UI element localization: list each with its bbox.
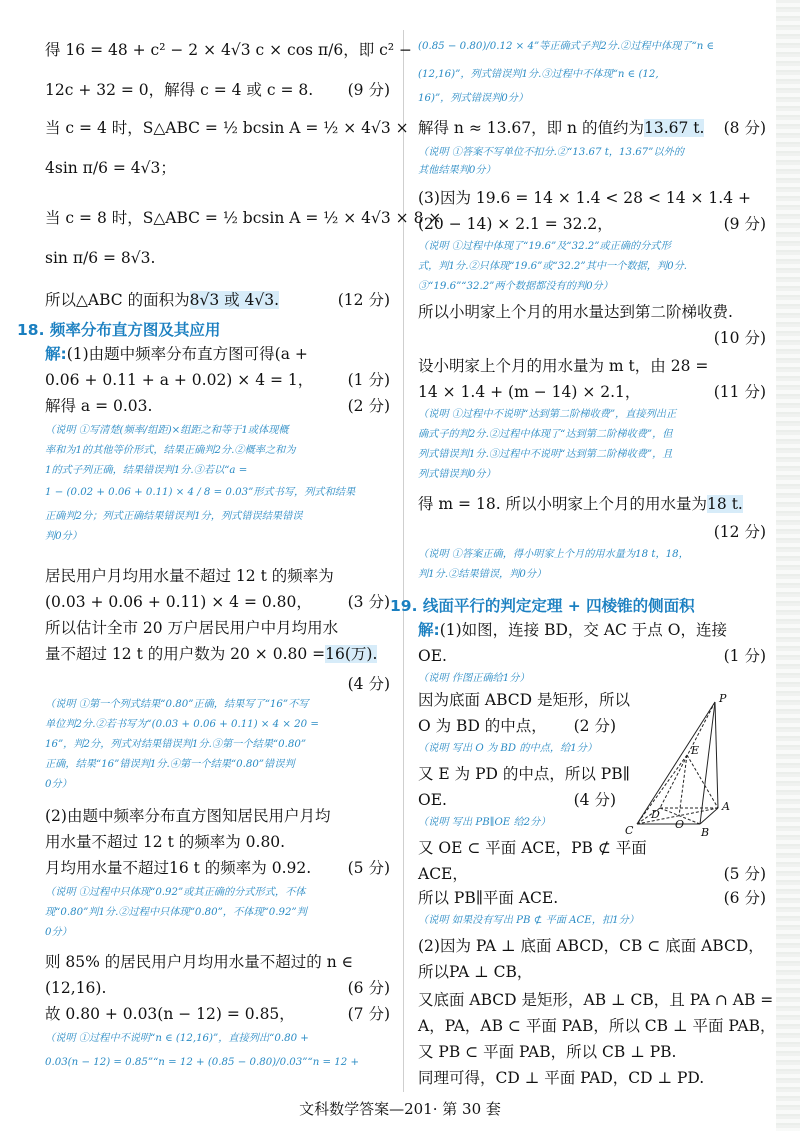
text-line: 得 16 = 48 + c² − 2 × 4√3 c × cos π/6，即 c² − bbox=[45, 41, 412, 59]
grading-note: （说明 写出 PB∥OE 给2分） bbox=[418, 817, 551, 828]
score: (7 分) bbox=[347, 1005, 390, 1023]
grading-note: （说明 ①第一个列式结果“0.80”正确，结果写了“16”不写 bbox=[45, 699, 309, 710]
text-line: 解得 a = 0.03. bbox=[45, 397, 153, 415]
text-line: 所以PA ⊥ CB， bbox=[418, 963, 533, 981]
jie-label: 解: bbox=[418, 621, 440, 639]
count-text: 量不超过 12 t 的用户数为 20 × 0.80 = bbox=[45, 645, 326, 663]
score: (1 分) bbox=[723, 647, 766, 665]
m-answer: 18 t. bbox=[707, 495, 743, 513]
text-line: 设小明家上个月的用水量为 m t，由 28 = bbox=[418, 357, 709, 375]
score: (2 分) bbox=[347, 397, 390, 415]
grading-note: （说明 ①过程中不说明“n ∈ (12,16)”，直接列出“0.80 + bbox=[45, 1033, 309, 1044]
grading-note: （说明 ①答案正确，得小明家上个月的用水量为18 t，18， bbox=[418, 549, 689, 560]
text-line: 0.06 + 0.11 + a + 0.02) × 4 = 1， bbox=[45, 371, 314, 389]
edge-pc bbox=[637, 702, 715, 824]
heading-title: 频率分布直方图及其应用 bbox=[49, 321, 221, 339]
score: (4 分) bbox=[573, 791, 616, 809]
scan-edge bbox=[776, 0, 800, 1131]
score: (12 分) bbox=[713, 523, 766, 541]
text-line: 同理可得，CD ⊥ 平面 PAD，CD ⊥ PD. bbox=[418, 1069, 705, 1087]
text-line: ACE， bbox=[418, 865, 468, 883]
label-e: E bbox=[691, 744, 700, 757]
text-line: sin π/6 = 8√3. bbox=[45, 249, 156, 267]
label-o: O bbox=[675, 818, 685, 831]
score: (6 分) bbox=[347, 979, 390, 997]
grading-note: 1的式子列正确，结果错误判1分.③若以“a = bbox=[45, 465, 248, 476]
text-line: O 为 BD 的中点， bbox=[418, 717, 547, 735]
count-answer: 16(万). bbox=[325, 645, 378, 663]
grading-note: 确式子的判2分.②过程中体现了“达到第二阶梯收费”，但 bbox=[418, 429, 673, 440]
edge-ba bbox=[700, 808, 718, 824]
n-answer: 13.67 t. bbox=[643, 119, 705, 137]
text-line: 当 c = 8 时，S△ABC = ½ bcsin A = ½ × 4√3 × 8 × bbox=[45, 209, 442, 227]
score: (1 分) bbox=[347, 371, 390, 389]
text-line bbox=[418, 620, 727, 640]
text-line: A，PA，AB ⊂ 平面 PAB，所以 CB ⊥ 平面 PAB， bbox=[418, 1017, 776, 1035]
text-line: 故 0.80 + 0.03(n − 12) = 0.85， bbox=[45, 1005, 295, 1023]
grading-note: 1 − (0.02 + 0.06 + 0.11) × 4 / 8 = 0.03”形式书写，列式和结果 bbox=[45, 487, 356, 498]
score: (3 分) bbox=[347, 593, 390, 611]
text-line: 4sin π/6 = 4√3； bbox=[45, 159, 176, 177]
grading-note: 判0分） bbox=[45, 531, 83, 542]
grading-note: （说明 如果没有写出 PB ⊄ 平面 ACE，扣1分） bbox=[418, 915, 639, 926]
score: (5 分) bbox=[723, 865, 766, 883]
text-line: OE. bbox=[418, 791, 447, 809]
jie-text: (1)由题中频率分布直方图可得(a + bbox=[66, 345, 308, 363]
grading-note: 判1分.②结果错误，判0分） bbox=[418, 569, 547, 580]
grading-note: 0分） bbox=[45, 927, 72, 938]
text-line: (0.03 + 0.06 + 0.11) × 4 = 0.80， bbox=[45, 593, 312, 611]
text-line: (20 − 14) × 2.1 = 32.2， bbox=[418, 215, 613, 233]
grading-note: 列式错误判0分） bbox=[418, 469, 496, 480]
score: (9 分) bbox=[723, 215, 766, 233]
jie-label: 解: bbox=[45, 345, 67, 363]
grading-note: （说明 ①过程中体现了“19.6”及“32.2”或正确的分式形 bbox=[418, 241, 671, 252]
grading-note: 式，判1分.②只体现“19.6”或“32.2”其中一个数据，判0分. bbox=[418, 261, 688, 272]
pyramid-figure bbox=[615, 690, 745, 840]
page-footer: 文科数学答案—201· 第 30 套 bbox=[299, 1100, 501, 1118]
text-line bbox=[45, 644, 377, 664]
seg-ce bbox=[637, 755, 687, 824]
grading-note: （说明 作图正确给1分） bbox=[418, 673, 530, 684]
label-p: P bbox=[719, 692, 727, 705]
text-line: (12,16). bbox=[45, 979, 107, 997]
text-line bbox=[418, 118, 704, 138]
jie-text: (1)如图，连接 BD，交 AC 于点 O，连接 bbox=[439, 621, 727, 639]
area-text: 所以△ABC 的面积为 bbox=[45, 291, 190, 309]
grading-note: 现“0.80”判1分.②过程中只体现“0.80”，不体现“0.92”判 bbox=[45, 907, 307, 918]
text-line: 又 PB ⊂ 平面 PAB，所以 CB ⊥ PB. bbox=[418, 1043, 677, 1061]
score: (2 分) bbox=[573, 717, 616, 735]
score: (10 分) bbox=[713, 329, 766, 347]
text-line: 因为底面 ABCD 是矩形，所以 bbox=[418, 691, 631, 709]
score: (9 分) bbox=[347, 81, 390, 99]
label-c: C bbox=[625, 824, 634, 837]
m-text: 得 m = 18. 所以小明家上个月的用水量为 bbox=[418, 495, 708, 513]
column-divider bbox=[403, 30, 404, 1092]
grading-note: （说明 ①过程中不说明“达到第二阶梯收费”，直接列出正 bbox=[418, 409, 677, 420]
grading-note: 正确判2分；列式正确结果错误判1分，列式错误结果错误 bbox=[45, 511, 303, 522]
text-line bbox=[45, 290, 279, 310]
heading-title: 线面平行的判定定理 + 四棱锥的侧面积 bbox=[422, 597, 695, 615]
grading-note: 16”，判2分，列式对结果错误判1分.③第一个结果“0.80” bbox=[45, 739, 307, 750]
text-line: (3)因为 19.6 = 14 × 1.4 < 28 < 14 × 1.4 + bbox=[418, 189, 751, 207]
heading-18 bbox=[17, 318, 220, 340]
text-line: 又 E 为 PD 的中点，所以 PB∥ bbox=[418, 765, 630, 783]
text-line: 当 c = 4 时，S△ABC = ½ bcsin A = ½ × 4√3 × bbox=[45, 119, 409, 137]
edge-pa bbox=[715, 702, 718, 808]
heading-number: 18. bbox=[17, 321, 45, 339]
grading-note: 0.03(n − 12) = 0.85”“n = 12 + (0.85 − 0.80)/0.03”“n = 12 + bbox=[45, 1057, 360, 1068]
grading-note: (12,16)”，列式错误判1分.③过程中不体现“n ∈ (12, bbox=[418, 69, 659, 80]
heading-19 bbox=[390, 594, 695, 616]
grading-note: 列式错误判1分.③过程中不说明“达到第二阶梯收费”，且 bbox=[418, 449, 673, 460]
n-text: 解得 n ≈ 13.67，即 n 的值约为 bbox=[418, 119, 644, 137]
text-line: OE. bbox=[418, 647, 447, 665]
grading-note: 率和为1的其他等价形式，结果正确判2分.②概率之和为 bbox=[45, 445, 296, 456]
grading-note: （说明 ①答案不写单位不扣分.②“13.67 t，13.67”以外的 bbox=[418, 147, 684, 158]
grading-note: 其他结果判0分） bbox=[418, 165, 496, 176]
text-line: 所以小明家上个月的用水量达到第二阶梯收费. bbox=[418, 303, 733, 321]
area-answer: 8√3 或 4√3. bbox=[189, 291, 280, 309]
score: (5 分) bbox=[347, 859, 390, 877]
text-line: (2)因为 PA ⊥ 底面 ABCD，CB ⊂ 底面 ABCD， bbox=[418, 937, 764, 955]
grading-note: (0.85 − 0.80)/0.12 × 4”等正确式子判2分.②过程中体现了“n ∈ bbox=[418, 41, 715, 52]
text-line: 又底面 ABCD 是矩形，AB ⊥ CB，且 PA ∩ AB = bbox=[418, 991, 774, 1009]
text-line: 又 OE ⊂ 平面 ACE，PB ⊄ 平面 bbox=[418, 839, 647, 857]
score: (8 分) bbox=[723, 119, 766, 137]
text-line: 用水量不超过 12 t 的频率为 0.80. bbox=[45, 833, 286, 851]
label-b: B bbox=[701, 826, 710, 839]
score: (6 分) bbox=[723, 889, 766, 907]
text-line: 12c + 32 = 0，解得 c = 4 或 c = 8. bbox=[45, 81, 314, 99]
text-line: 所以估计全市 20 万户居民用户中月均用水 bbox=[45, 619, 339, 637]
grading-note: （说明 ①过程中只体现“0.92”或其正确的分式形式，不体 bbox=[45, 887, 306, 898]
text-line: (2)由题中频率分布直方图知居民用户月均 bbox=[45, 807, 331, 825]
grading-note: 0分） bbox=[45, 779, 72, 790]
text-line bbox=[418, 494, 743, 514]
text-line: 14 × 1.4 + (m − 14) × 2.1， bbox=[418, 383, 641, 401]
text-line: 居民用户月均用水量不超过 12 t 的频率为 bbox=[45, 567, 334, 585]
grading-note: 正确，结果“16”错误判1分.④第一个结果“0.80”错误判 bbox=[45, 759, 295, 770]
label-a: A bbox=[722, 800, 730, 813]
text-line bbox=[45, 344, 308, 364]
grading-note: ③“19.6”“32.2”两个数据都没有的判0分） bbox=[418, 281, 613, 292]
text-line: 所以 PB∥平面 ACE. bbox=[418, 889, 559, 907]
text-line: 月均用水量不超过16 t 的频率为 0.92. bbox=[45, 859, 312, 877]
score: (4 分) bbox=[347, 675, 390, 693]
score: (12 分) bbox=[337, 291, 390, 309]
label-d: D bbox=[651, 808, 660, 821]
edge-pb bbox=[700, 702, 715, 824]
grading-note: （说明 ①写清楚(频率/组距)×组距之和等于1或体现概 bbox=[45, 425, 289, 436]
text-line: 则 85% 的居民用户月均用水量不超过的 n ∈ bbox=[45, 953, 354, 971]
grading-note: 单位判2分.②若书写为“(0.03 + 0.06 + 0.11) × 4 × 20 = bbox=[45, 719, 319, 730]
grading-note: （说明 写出 O 为 BD 的中点，给1分） bbox=[418, 743, 598, 754]
heading-number: 19. bbox=[390, 597, 418, 615]
score: (11 分) bbox=[713, 383, 766, 401]
grading-note: 16)”，列式错误判0分） bbox=[418, 93, 529, 104]
